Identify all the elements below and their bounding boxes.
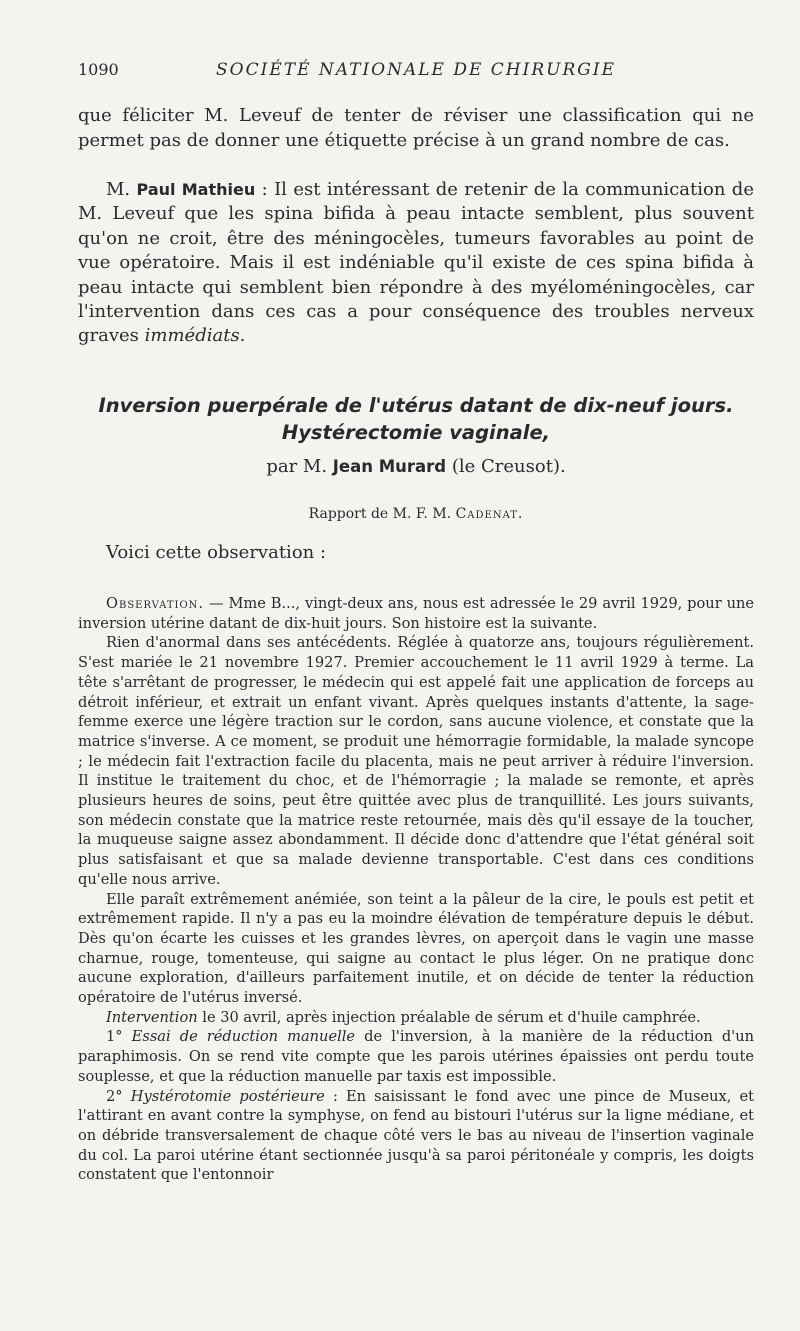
article-title-line-2: Hystérectomie vaginale,	[281, 421, 551, 444]
mathieu-prefix: M.	[106, 179, 131, 200]
report-line	[78, 506, 754, 522]
observation-paragraph-3: Elle paraît extrêmement anémiée, son teint a la pâleur de la cire, le pouls est petit et extrêmement rapide. Il n'y a pas eu la moindre élévation de température depuis le début. Dès qu'on écarte les cuisses et les grandes lèvres, on aperçoit dans le vagin une masse charnue, rouge, tomenteuse, qui saigne au contact le plus léger. On ne pratique donc aucune exploration, d'ailleurs parfaitement inutile, et on décide de tenter la réduction opératoire de l'utérus inversé.	[78, 890, 754, 1007]
observation-paragraph-1	[78, 594, 754, 633]
observation-paragraph-2: Rien d'anormal dans ses antécédents. Réglée à quatorze ans, toujours régulièrement. S'est mariée le 21 novembre 1927. Premier accouchement le 11 avril 1929 à terme. La tête s'arrêtant de progresser, le médecin qui est appelé fait une application de forceps au détroit inférieur, et extrait un enfant vivant. Après quelques instants d'attente, la sage-femme exerce une légère traction sur le cordon, sans aucune violence, et constate que la matrice s'inverse. A ce moment, se produit une hémorragie formidable, la malade syncope ; le médecin fait l'extraction facile du placenta, mais ne peut arriver à réduire l'inversion. Il institue le traitement du choc, et de l'hémorragie ; la malade se remonte, et après plusieurs heures de soins, peut être quittée avec plus de tranquillité. Les jours suivants, son médecin constate que la matrice reste retournée, mais dès qu'il essaye de la toucher, la muqueuse saigne assez abondamment. Il décide donc d'attendre que l'état général soit plus satisfaisant et que sa malade devienne transportable. C'est dans ces conditions qu'elle nous arrive.	[78, 634, 754, 888]
intervention-lead: Intervention	[106, 1008, 198, 1026]
rapporteur-name: Cadenat.	[455, 506, 524, 522]
running-title: SOCIÉTÉ NATIONALE DE CHIRURGIE	[216, 60, 616, 80]
observation-paragraph-4	[78, 1008, 754, 1028]
article-title-line-1: Inversion puerpérale de l'utérus datant de dix-neuf jours.	[98, 394, 734, 417]
step-2-number: 2°	[106, 1087, 123, 1105]
mathieu-paragraph	[78, 178, 754, 349]
step-1-lead: Essai de réduction manuelle	[131, 1028, 356, 1046]
observation-intro: Voici cette observation :	[106, 542, 327, 563]
intro-paragraph: que féliciter M. Leveuf de tenter de réviser une classification qui ne permet pas de donner une étiquette précise à un grand nombre de cas.	[78, 105, 754, 151]
step-2-text: : En saisissant le fond avec une pince de Museux, et l'attirant en avant contre la symphyse, on fend au bistouri l'utérus sur la ligne médiane, et on débride transversalement de chaque côté vers le bas au niveau de l'insertion vaginale du col. La paroi utérine étant sectionnée jusqu'à sa paroi péritonéale y compris, les doigts constatent que l'entonnoir	[78, 1087, 755, 1184]
intervention-text: le 30 avril, après injection préalable de sérum et d'huile camphrée.	[202, 1008, 701, 1026]
running-header	[78, 56, 754, 84]
step-2-lead: Hystérotomie postérieure	[130, 1087, 325, 1105]
observation-label: Observation.	[106, 595, 205, 612]
observation-paragraph-5	[78, 1027, 754, 1086]
byline-prefix: par M.	[266, 456, 328, 477]
page-number: 1090	[78, 60, 119, 79]
report-prefix: Rapport de M. F. M.	[308, 506, 452, 522]
mathieu-ending: immédiats.	[144, 325, 246, 347]
article-title	[78, 392, 754, 446]
speaker-name: Paul Mathieu	[136, 180, 256, 199]
step-1-text: de l'inversion, à la manière de la réduction d'un paraphimosis. On se rend vite compte que les parois utérines épaissies ont perdu toute souplesse, et que la réduction manuelle par taxis est impossible.	[78, 1028, 754, 1085]
observation-body	[78, 594, 754, 1185]
observation-paragraph-6	[78, 1087, 754, 1186]
author-name: Jean Murard	[332, 457, 447, 476]
author-place: (le Creusot).	[451, 456, 566, 477]
observation-text-1: — Mme B..., vingt-deux ans, nous est adressée le 29 avril 1929, pour une inversion utérine datant de dix-huit jours. Son histoire est la suivante.	[78, 595, 755, 632]
article-byline	[78, 456, 754, 477]
step-1-number: 1°	[106, 1028, 123, 1046]
mathieu-text: : Il est intéressant de retenir de la communication de M. Leveuf que les spina bifida à peau intacte semblent, plus souvent qu'on ne croit, être des méningocèles, tumeurs favorables au point de vue opératoire. Mais il est indéniable qu'il existe de ces spina bifida à peau intacte qui semblent bien répondre à des myéloméningocèles, car l'intervention dans ces cas a pour conséquence des troubles nerveux graves	[78, 179, 754, 347]
